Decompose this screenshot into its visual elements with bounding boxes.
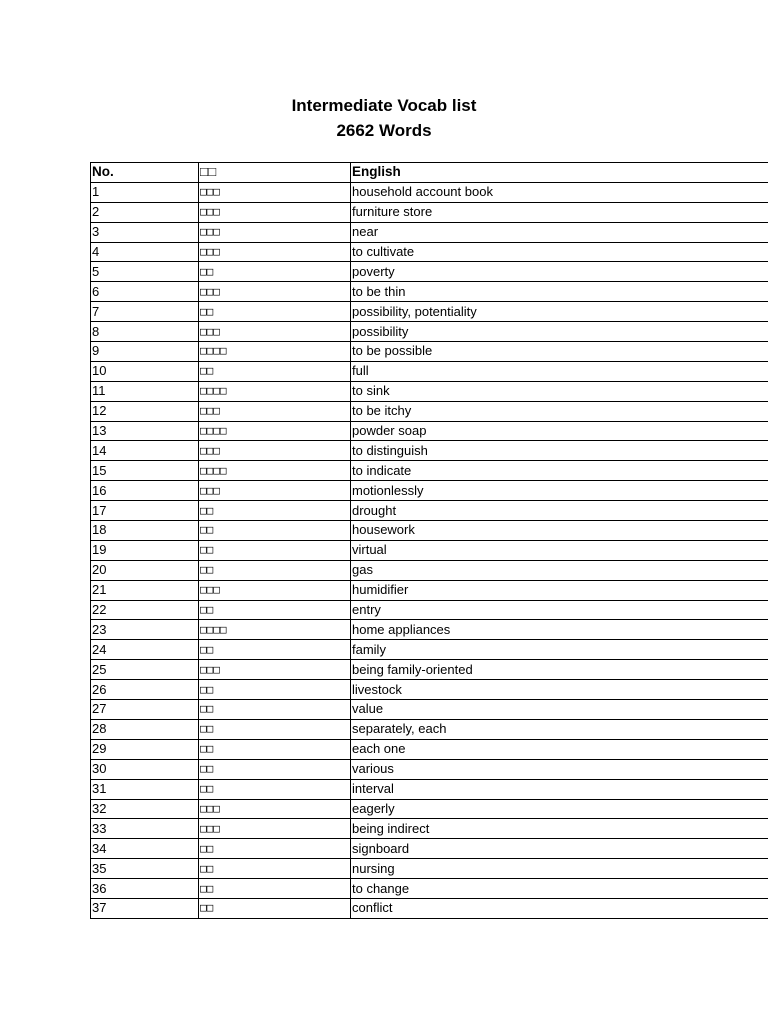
table-row xyxy=(91,501,768,521)
cell-korean: □□ xyxy=(199,739,351,759)
cell-korean: □□ xyxy=(199,560,351,580)
cell-korean: □□ xyxy=(199,262,351,282)
cell-korean: □□ xyxy=(199,898,351,918)
table-row xyxy=(91,282,768,302)
cell-english: powder soap xyxy=(351,421,768,441)
table-body xyxy=(91,182,768,918)
table-row xyxy=(91,361,768,381)
cell-korean: □□ xyxy=(199,759,351,779)
cell-no: 13 xyxy=(91,421,199,441)
cell-korean: □□□ xyxy=(199,481,351,501)
cell-english: drought xyxy=(351,501,768,521)
cell-no: 31 xyxy=(91,779,199,799)
cell-korean: □□ xyxy=(199,680,351,700)
table-row xyxy=(91,779,768,799)
cell-english: to change xyxy=(351,879,768,899)
table-row xyxy=(91,759,768,779)
cell-korean: □□ xyxy=(199,521,351,541)
cell-korean: □□ xyxy=(199,600,351,620)
table-row xyxy=(91,819,768,839)
cell-no: 3 xyxy=(91,222,199,242)
cell-no: 35 xyxy=(91,859,199,879)
header-korean: □□ xyxy=(199,163,351,183)
table-row xyxy=(91,521,768,541)
cell-no: 36 xyxy=(91,879,199,899)
cell-no: 28 xyxy=(91,719,199,739)
table-row xyxy=(91,719,768,739)
cell-korean: □□□ xyxy=(199,242,351,262)
cell-no: 2 xyxy=(91,202,199,222)
cell-korean: □□□ xyxy=(199,660,351,680)
cell-no: 24 xyxy=(91,640,199,660)
cell-korean: □□□□ xyxy=(199,381,351,401)
cell-no: 15 xyxy=(91,461,199,481)
cell-no: 18 xyxy=(91,521,199,541)
cell-english: various xyxy=(351,759,768,779)
cell-english: being indirect xyxy=(351,819,768,839)
table-row xyxy=(91,401,768,421)
header-no: No. xyxy=(91,163,199,183)
table-row xyxy=(91,421,768,441)
cell-english: possibility, potentiality xyxy=(351,302,768,322)
cell-no: 9 xyxy=(91,342,199,362)
cell-english: to be possible xyxy=(351,342,768,362)
cell-korean: □□ xyxy=(199,640,351,660)
table-row xyxy=(91,620,768,640)
cell-english: entry xyxy=(351,600,768,620)
table-row xyxy=(91,898,768,918)
cell-no: 30 xyxy=(91,759,199,779)
cell-no: 6 xyxy=(91,282,199,302)
table-row xyxy=(91,640,768,660)
cell-english: housework xyxy=(351,521,768,541)
cell-no: 8 xyxy=(91,322,199,342)
cell-english: gas xyxy=(351,560,768,580)
cell-korean: □□ xyxy=(199,302,351,322)
cell-no: 29 xyxy=(91,739,199,759)
cell-korean: □□ xyxy=(199,779,351,799)
table-row xyxy=(91,182,768,202)
cell-korean: □□□ xyxy=(199,580,351,600)
cell-korean: □□□□ xyxy=(199,620,351,640)
cell-no: 11 xyxy=(91,381,199,401)
cell-korean: □□□ xyxy=(199,202,351,222)
table-row xyxy=(91,222,768,242)
cell-no: 23 xyxy=(91,620,199,640)
cell-korean: □□□□ xyxy=(199,421,351,441)
cell-no: 25 xyxy=(91,660,199,680)
table-row xyxy=(91,739,768,759)
table-row xyxy=(91,242,768,262)
cell-english: to sink xyxy=(351,381,768,401)
cell-korean: □□ xyxy=(199,879,351,899)
cell-korean: □□ xyxy=(199,719,351,739)
cell-korean: □□□ xyxy=(199,322,351,342)
vocab-table xyxy=(90,162,768,919)
cell-korean: □□□ xyxy=(199,819,351,839)
cell-korean: □□□ xyxy=(199,799,351,819)
cell-korean: □□□ xyxy=(199,182,351,202)
cell-no: 1 xyxy=(91,182,199,202)
cell-english: household account book xyxy=(351,182,768,202)
table-row xyxy=(91,441,768,461)
cell-english: virtual xyxy=(351,540,768,560)
table-row xyxy=(91,461,768,481)
cell-no: 34 xyxy=(91,839,199,859)
cell-korean: □□ xyxy=(199,501,351,521)
cell-english: possibility xyxy=(351,322,768,342)
cell-english: to distinguish xyxy=(351,441,768,461)
table-row xyxy=(91,700,768,720)
cell-no: 32 xyxy=(91,799,199,819)
cell-no: 16 xyxy=(91,481,199,501)
cell-no: 21 xyxy=(91,580,199,600)
table-row xyxy=(91,600,768,620)
cell-english: motionlessly xyxy=(351,481,768,501)
cell-english: furniture store xyxy=(351,202,768,222)
table-row xyxy=(91,302,768,322)
cell-no: 12 xyxy=(91,401,199,421)
cell-korean: □□□ xyxy=(199,401,351,421)
table-row xyxy=(91,879,768,899)
cell-no: 19 xyxy=(91,540,199,560)
cell-korean: □□ xyxy=(199,839,351,859)
cell-english: signboard xyxy=(351,839,768,859)
cell-no: 7 xyxy=(91,302,199,322)
table-row xyxy=(91,839,768,859)
cell-korean: □□ xyxy=(199,361,351,381)
table-row xyxy=(91,560,768,580)
cell-korean: □□□□ xyxy=(199,461,351,481)
cell-english: humidifier xyxy=(351,580,768,600)
table-row xyxy=(91,342,768,362)
cell-korean: □□□□ xyxy=(199,342,351,362)
table-row xyxy=(91,859,768,879)
cell-no: 20 xyxy=(91,560,199,580)
cell-english: to cultivate xyxy=(351,242,768,262)
cell-english: poverty xyxy=(351,262,768,282)
cell-korean: □□□ xyxy=(199,282,351,302)
table-row xyxy=(91,680,768,700)
header-english: English xyxy=(351,163,768,183)
cell-no: 17 xyxy=(91,501,199,521)
document-subtitle: 2662 Words xyxy=(336,121,432,140)
cell-no: 4 xyxy=(91,242,199,262)
table-row xyxy=(91,262,768,282)
cell-english: nursing xyxy=(351,859,768,879)
table-row xyxy=(91,540,768,560)
table-row xyxy=(91,799,768,819)
cell-english: conflict xyxy=(351,898,768,918)
table-header-row xyxy=(91,163,768,183)
table-row xyxy=(91,381,768,401)
cell-english: full xyxy=(351,361,768,381)
table-row xyxy=(91,202,768,222)
cell-english: near xyxy=(351,222,768,242)
cell-english: separately, each xyxy=(351,719,768,739)
cell-english: value xyxy=(351,700,768,720)
table-row xyxy=(91,660,768,680)
cell-no: 22 xyxy=(91,600,199,620)
cell-no: 33 xyxy=(91,819,199,839)
cell-korean: □□□ xyxy=(199,441,351,461)
table-row xyxy=(91,481,768,501)
cell-no: 26 xyxy=(91,680,199,700)
cell-korean: □□ xyxy=(199,859,351,879)
cell-english: to be thin xyxy=(351,282,768,302)
cell-english: to be itchy xyxy=(351,401,768,421)
cell-korean: □□ xyxy=(199,540,351,560)
cell-no: 5 xyxy=(91,262,199,282)
cell-english: eagerly xyxy=(351,799,768,819)
cell-english: to indicate xyxy=(351,461,768,481)
cell-no: 37 xyxy=(91,898,199,918)
cell-no: 27 xyxy=(91,700,199,720)
cell-english: livestock xyxy=(351,680,768,700)
cell-english: family xyxy=(351,640,768,660)
cell-english: interval xyxy=(351,779,768,799)
cell-no: 14 xyxy=(91,441,199,461)
cell-korean: □□ xyxy=(199,700,351,720)
cell-english: home appliances xyxy=(351,620,768,640)
table-row xyxy=(91,322,768,342)
table-row xyxy=(91,580,768,600)
cell-english: being family-oriented xyxy=(351,660,768,680)
cell-english: each one xyxy=(351,739,768,759)
cell-korean: □□□ xyxy=(199,222,351,242)
document-title: Intermediate Vocab list xyxy=(291,96,477,115)
cell-no: 10 xyxy=(91,361,199,381)
